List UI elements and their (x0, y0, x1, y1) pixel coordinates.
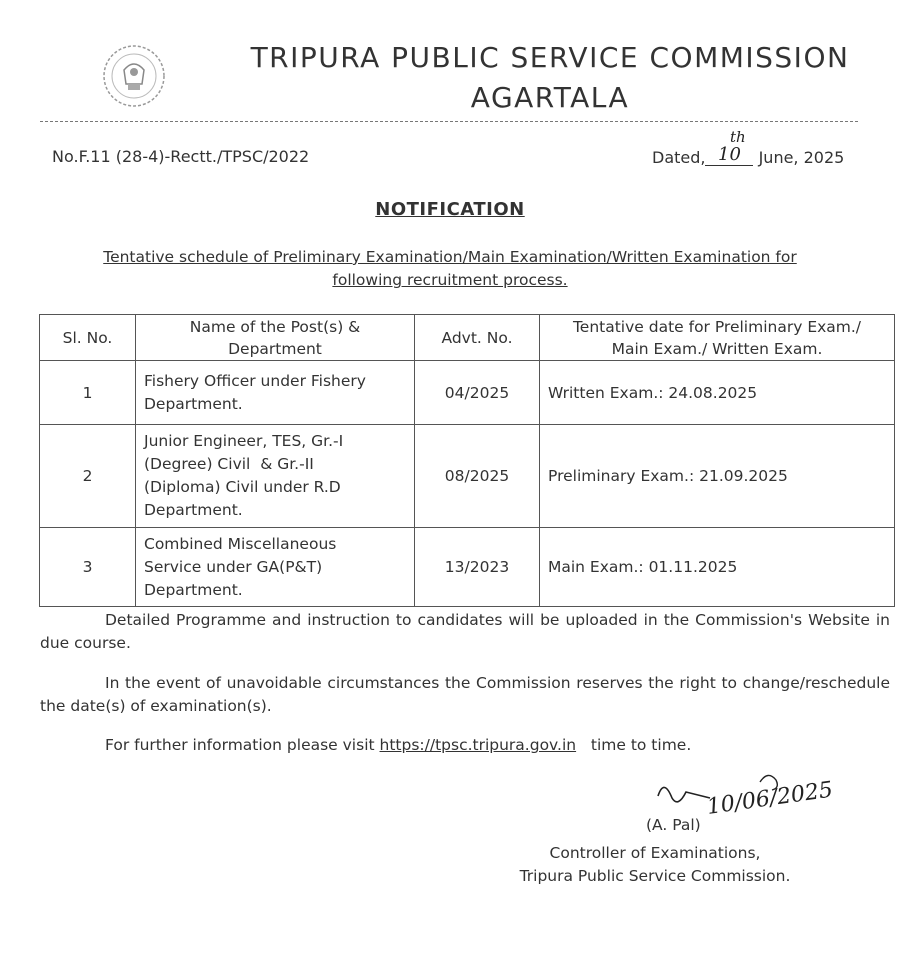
notification-subject (60, 246, 840, 292)
cell-sl: 3 (40, 528, 136, 607)
day-suffix: th (730, 128, 746, 146)
cell-post (136, 425, 415, 528)
cell-advt: 04/2025 (415, 361, 540, 425)
exam-schedule-table (39, 314, 895, 607)
header-tentative-date (540, 315, 895, 361)
cell-date: Main Exam.: 01.11.2025 (540, 528, 895, 607)
designation-line-2: Tripura Public Service Commission. (519, 867, 791, 885)
cell-advt: 13/2023 (415, 528, 540, 607)
website-suffix: time to time. (590, 736, 692, 754)
header-date-line-1: Tentative date for Preliminary Exam./ (572, 317, 862, 336)
designation-line-1: Controller of Examinations, (549, 844, 761, 862)
post-line: Combined Miscellaneous (144, 534, 337, 553)
cell-post (136, 528, 415, 607)
paragraph-website-info (40, 734, 890, 757)
signature-date: 10/06/2025 (705, 777, 835, 820)
header-divider (40, 121, 858, 122)
header-post-line-2: Department (228, 339, 322, 358)
post-line: (Diploma) Civil under R.D (144, 478, 341, 496)
post-line: Fishery Officer under Fishery (144, 371, 366, 390)
subject-line-1: Tentative schedule of Preliminary Examination/Main Examination/Written Examination for (103, 248, 797, 266)
cell-sl: 1 (40, 361, 136, 425)
table-header-row (40, 315, 895, 361)
post-line: (Degree) Civil & Gr.-II (144, 455, 314, 473)
cell-post (136, 361, 415, 425)
handwritten-day: 10 (705, 144, 753, 166)
post-line: Junior Engineer, TES, Gr.-I (144, 432, 344, 450)
table-row (40, 425, 895, 528)
commission-seal-icon (98, 40, 170, 110)
notification-heading: NOTIFICATION (375, 199, 525, 220)
cell-date: Preliminary Exam.: 21.09.2025 (540, 425, 895, 528)
header-post-line-1: Name of the Post(s) & (189, 317, 361, 336)
header-sl-no: Sl. No. (40, 315, 136, 361)
organization-title (200, 38, 900, 118)
header-advt-no: Advt. No. (415, 315, 540, 361)
cell-advt: 08/2025 (415, 425, 540, 528)
post-line: Department. (144, 580, 243, 599)
post-line: Department. (144, 501, 243, 519)
paragraph-reschedule-info: In the event of unavoidable circumstances the Commission reserves the right to change/reschedule the date(s) of examination(s). (40, 674, 890, 715)
title-line-2: AGARTALA (470, 81, 630, 114)
table-row (40, 361, 895, 425)
date-line (652, 144, 845, 169)
month-year: June, 2025 (758, 148, 845, 167)
header-date-line-2: Main Exam./ Written Exam. (611, 339, 823, 358)
website-prefix: For further information please visit (105, 736, 375, 754)
post-line: Service under GA(P&T) (144, 557, 323, 576)
table-row (40, 528, 895, 607)
post-line: Department. (144, 394, 243, 413)
header-post (136, 315, 415, 361)
signatory-designation (510, 842, 800, 888)
subject-line-2: following recruitment process. (332, 271, 568, 289)
website-link[interactable]: https://tpsc.tripura.gov.in (379, 736, 577, 754)
paragraph-upload-info: Detailed Programme and instruction to candidates will be uploaded in the Commission's Website in due course. (40, 611, 890, 652)
cell-sl: 2 (40, 425, 136, 528)
title-line-1: TRIPURA PUBLIC SERVICE COMMISSION (250, 41, 850, 74)
signatory-name: (A. Pal) (646, 816, 701, 834)
dated-prefix: Dated, (652, 148, 706, 167)
reference-number: No.F.11 (28-4)-Rectt./TPSC/2022 (52, 147, 310, 166)
cell-date: Written Exam.: 24.08.2025 (540, 361, 895, 425)
